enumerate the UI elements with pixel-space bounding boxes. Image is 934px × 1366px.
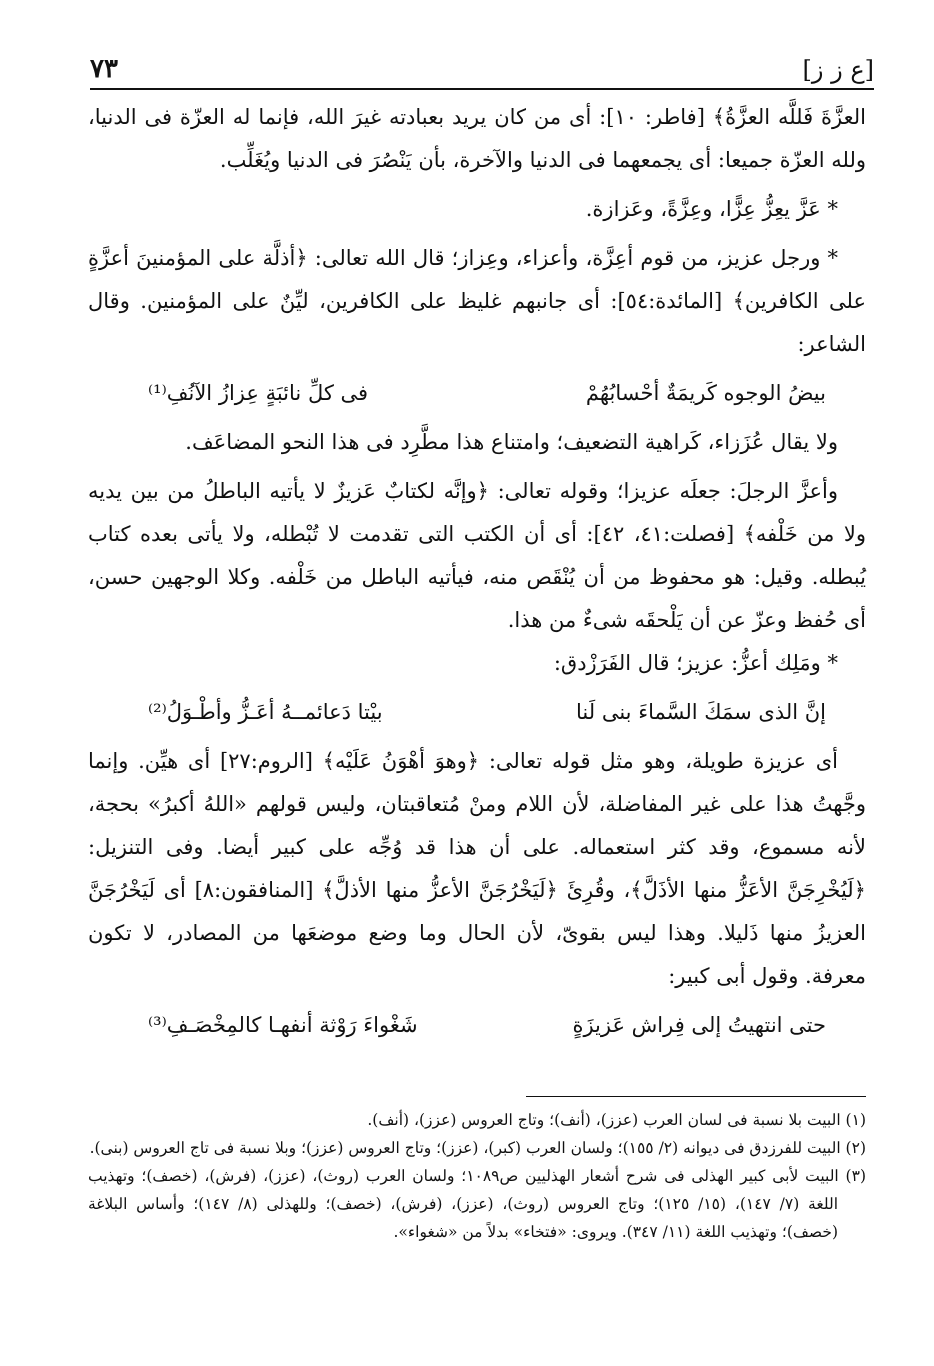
footnote-divider	[526, 1096, 866, 1097]
footnote-2: (٢) البيت للفرزدق فى ديوانه (٢/ ١٥٥)؛ ولسان العرب (كبر)، (عزز)؛ وتاج العروس (عزز)؛ وبلا نسبة فى تاج العروس (بنى).	[89, 1139, 866, 1157]
verse-3-hemistich-2: شَغْواءَ رَوْثة أنفهـا كالمِخْصَـفِ⁽³⁾	[148, 1013, 418, 1037]
footnote-1: (١) البيت بلا نسبة فى لسان العرب (عزز)، (أنف)؛ وتاج العروس (عزز)، (أنف).	[367, 1111, 866, 1129]
paragraph-3: * ورجل عزيز، من قوم أعِزَّة، وأعزاء، وعِزاز؛ قال الله تعالى: ﴿أذلَّة على المؤمنينَ أعزَّةٍ على الكافرين﴾ [المائدة:٥٤]: أى جانبهم غليظ على الكافرين، ليِّنٌ على المؤمنين. وقال الشاعر:	[88, 246, 866, 356]
page-header	[90, 48, 874, 90]
footnote-3: (٣) البيت لأبى كبير الهذلى فى شرح أشعار الهذليين ص١٠٨٩؛ ولسان العرب (روث)، (عزز)، (فرش)، (خصف)؛ وتهذيب اللغة (٧/ ١٤٧)، (١٥/ ١٢٥)؛ وتاج العروس (روث)، (عزز)، (فرش)، (خصف)؛ وللهذلى (٨/ ١٤٧)؛ وأساس البلاغة (خصف)؛ وتهذيب اللغة (١١/ ٣٤٧). ويروى: «فتخاء» بدلاً من «شغواء».	[88, 1167, 866, 1241]
verse-3	[88, 1004, 866, 1047]
paragraph-4: ولا يقال عُزَزاء، كَراهية التضعيف؛ وامتناع هذا مطَّرِد فى هذا النحو المضاعَف.	[185, 430, 838, 454]
verse-1	[88, 372, 866, 415]
footnotes	[88, 1106, 866, 1246]
verse-2-hemistich-2: بيْتا دَعائمــهُ أعَـزُّ وأطْـوَلُ⁽²⁾	[148, 700, 383, 724]
paragraph-2: * عَزَّ يعِزُّ عِزًّا، وعِزَّةً، وعَزازة.	[585, 197, 838, 221]
paragraph-1: العزَّةَ فَللَّه العزَّةُ﴾ [فاطر: ١٠]: أى من كان يريد بعبادته غيرَ الله، فإنما له العزّة فى الدنيا، ولله العزّة جميعا: أى يجمعهما فى الدنيا والآخرة، بأن يَنْصُرَ فى الدنيا ويُغَلِّب.	[88, 105, 866, 172]
verse-2-hemistich-1: إنَّ الذى سمَكَ السَّماءَ بنى لَنا	[576, 700, 826, 724]
main-text	[88, 96, 866, 1053]
verse-1-hemistich-2: فى كلِّ نائبَةٍ عِزازُ الآنُفِ⁽¹⁾	[148, 381, 369, 405]
entry-root: [ع ز ز]	[802, 56, 874, 84]
page-number: ٧٣	[90, 54, 118, 84]
verse-3-hemistich-1: حتى انتهيتُ إلى فِراش عَزيزَةٍ	[572, 1013, 826, 1037]
paragraph-6: * ومَلِك أعزُّ: عزيز؛ قال الفَرَزْدق:	[553, 651, 838, 675]
paragraph-7: أى عزيزة طويلة، وهو مثل قوله تعالى: ﴿وهوَ أهْوَنُ عَلَيْه﴾ [الروم:٢٧] أى هيِّن. وإنما وجَّهتُ هذا على غير المفاضلة، لأن اللام ومنْ مُتعاقبتان، وليس قولهم «اللهُ أكبرُ» بحجة، لأنه مسموع، وقد كثر استعماله. على أن هذا قد وُجِّه على كبير أيضا. وفى التنزيل: ﴿لَيُخْرِجَنَّ الأعَزُّ منها الأذَلَّ﴾، وقُرِئَ ﴿لَيَخْرُجَنَّ الأعزُّ منها الأذلَّ﴾ [المنافقون:٨] أى لَيَخْرُجَنَّ العزيزُ منها ذَليلا. وهذا ليس بقوىّ، لأن الحال وما وضع موضعَها من المصادر، لا تكون معرفة. وقول أبى كبير:	[88, 749, 866, 988]
verse-1-hemistich-1: بيضُ الوجوه كَريمَةٌ أحْسابُهُمْ	[585, 381, 826, 405]
paragraph-5: وأعزَّ الرجلَ: جعلَه عزيزا؛ وقوله تعالى: ﴿وإنَّه لكتابٌ عَزيزٌ لا يأتيه الباطلُ من بين يديه ولا من خَلْفه﴾ [فصلت:٤١، ٤٢]: أى أن الكتب التى تقدمت لا تُبْطله، ولا يأتى بعده كتاب يُبطله. وقيل: هو محفوظ من أن يُنْقَص منه، فيأتيه الباطل من خَلْفه. وكلا الوجهين حسن، أى حُفظ وعزّ عن أن يَلْحقَه شىءٌ من هذا.	[88, 479, 867, 632]
verse-2	[88, 691, 866, 734]
